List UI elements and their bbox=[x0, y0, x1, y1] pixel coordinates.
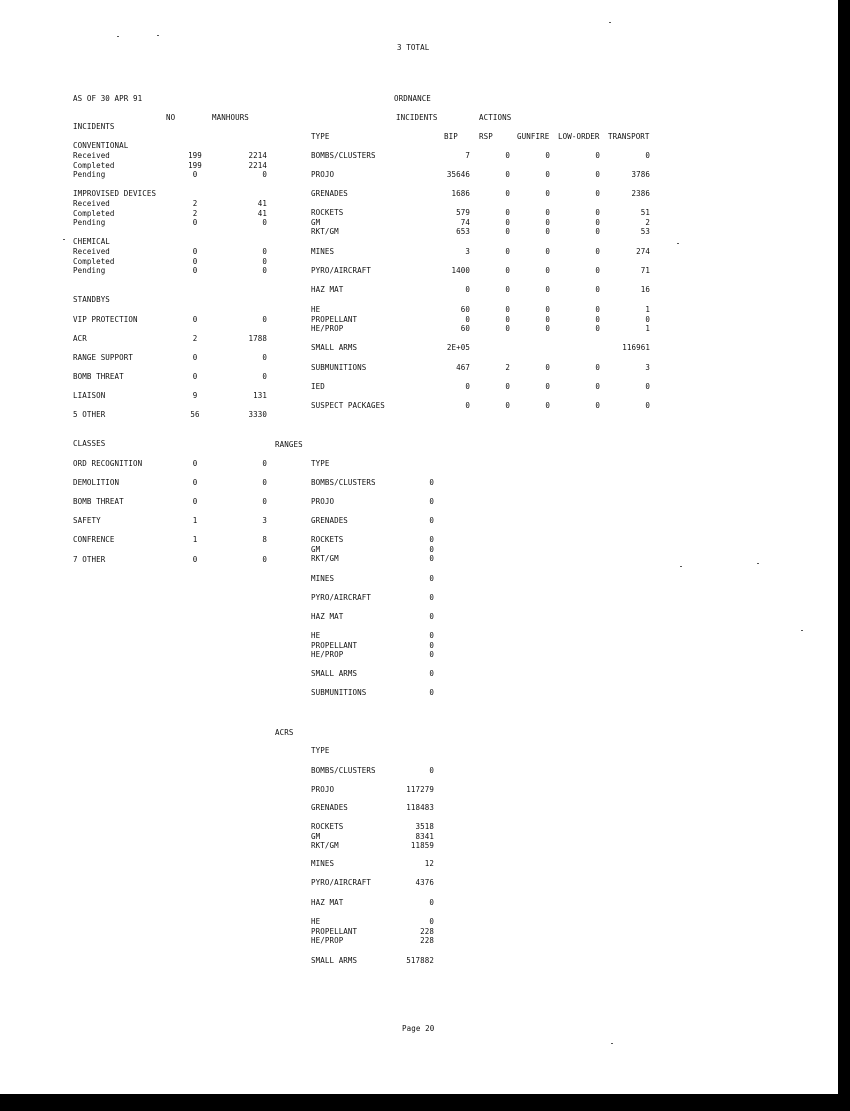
ordnance-bip-value: 60 bbox=[460, 324, 470, 333]
ordnance-bip-value: 579 bbox=[456, 208, 470, 217]
acr-type: PROJO bbox=[311, 785, 335, 794]
row-no: 1 bbox=[192, 535, 198, 544]
acr-value: 11859 bbox=[410, 841, 434, 850]
group-label: IMPROVISED DEVICES bbox=[73, 189, 157, 198]
ordnance-low-order-value: 0 bbox=[595, 247, 600, 256]
ordnance-transport-value: 0 bbox=[645, 151, 650, 160]
ordnance-type: SMALL ARMS bbox=[311, 343, 358, 352]
acr-type: ROCKETS bbox=[311, 822, 344, 831]
ordnance-type: SUBMUNITIONS bbox=[311, 363, 367, 372]
row-label: LIAISON bbox=[73, 391, 106, 400]
scan-speck bbox=[63, 239, 65, 240]
ordnance-heading: ORDNANCE bbox=[394, 94, 431, 103]
range-value: 0 bbox=[429, 497, 434, 506]
acr-type: PROPELLANT bbox=[311, 926, 358, 936]
ord-header-bip: BIP bbox=[444, 132, 458, 141]
ordnance-low-order-value: 0 bbox=[595, 266, 600, 275]
acr-value: 228 bbox=[420, 926, 434, 936]
ordnance-bip-value: 0 bbox=[465, 401, 470, 410]
row-no: 0 bbox=[192, 497, 198, 506]
ordnance-gunfire-value: 0 bbox=[545, 285, 550, 294]
acr-type: GM bbox=[311, 831, 321, 841]
row-no: 0 bbox=[192, 478, 198, 487]
ordnance-rsp-value: 0 bbox=[505, 227, 510, 236]
row-label: Completed bbox=[73, 256, 115, 266]
row-manhours: 131 bbox=[253, 391, 267, 400]
group-label: CHEMICAL bbox=[73, 237, 110, 246]
ordnance-low-order-value: 0 bbox=[595, 314, 600, 324]
ordnance-gunfire-value: 0 bbox=[545, 247, 550, 256]
ordnance-rsp-value: 0 bbox=[505, 382, 510, 391]
ordnance-gunfire-value: 0 bbox=[545, 151, 550, 160]
ordnance-low-order-value: 0 bbox=[595, 208, 600, 217]
row-manhours: 2214 bbox=[248, 151, 267, 160]
ordnance-bip-value: 0 bbox=[465, 285, 470, 294]
ordnance-rsp-value: 0 bbox=[505, 208, 510, 217]
row-label: ORD RECOGNITION bbox=[73, 459, 143, 468]
ordnance-transport-value: 1 bbox=[645, 305, 650, 314]
row-manhours: 0 bbox=[262, 372, 267, 381]
ordnance-transport-value: 274 bbox=[636, 247, 650, 256]
row-manhours: 0 bbox=[262, 247, 267, 256]
acr-value: 0 bbox=[429, 917, 434, 926]
ordnance-gunfire-value: 0 bbox=[545, 363, 550, 372]
range-type: RKT/GM bbox=[311, 554, 339, 563]
ordnance-low-order-value: 0 bbox=[595, 170, 600, 179]
ordnance-transport-value: 51 bbox=[640, 208, 650, 217]
row-no: 9 bbox=[192, 391, 198, 400]
scan-bottom-border bbox=[0, 1094, 850, 1111]
range-type: HE/PROP bbox=[311, 650, 344, 659]
ord-header-transport: TRANSPORT bbox=[608, 132, 650, 141]
ordnance-rsp-value: 0 bbox=[505, 305, 510, 314]
ordnance-rsp-value: 0 bbox=[505, 324, 510, 333]
ordnance-type: ROCKETS bbox=[311, 208, 344, 217]
acr-type: HAZ MAT bbox=[311, 898, 344, 907]
acr-type: HE bbox=[311, 917, 321, 926]
range-type: GRENADES bbox=[311, 516, 348, 525]
group-label: STANDBYS bbox=[73, 295, 110, 304]
ordnance-bip-value: 2E+05 bbox=[446, 343, 470, 352]
range-type: PYRO/AIRCRAFT bbox=[311, 593, 371, 602]
range-type: HAZ MAT bbox=[311, 612, 344, 621]
scan-speck bbox=[801, 630, 803, 631]
range-value: 0 bbox=[429, 535, 434, 544]
ordnance-actions-label: ACTIONS bbox=[479, 113, 512, 122]
acr-value: 3518 bbox=[415, 822, 434, 831]
row-no: 0 bbox=[192, 372, 198, 381]
ordnance-gunfire-value: 0 bbox=[545, 401, 550, 410]
ordnance-gunfire-value: 0 bbox=[545, 170, 550, 179]
ordnance-type: HE/PROP bbox=[311, 324, 344, 333]
range-type: SUBMUNITIONS bbox=[311, 688, 367, 697]
ordnance-bip-value: 0 bbox=[465, 314, 470, 324]
range-value: 0 bbox=[429, 650, 434, 659]
row-label: VIP PROTECTION bbox=[73, 315, 138, 324]
ordnance-gunfire-value: 0 bbox=[545, 217, 550, 227]
ordnance-transport-value: 53 bbox=[640, 227, 650, 236]
ordnance-gunfire-value: 0 bbox=[545, 305, 550, 314]
row-no: 1 bbox=[192, 516, 198, 525]
range-type: MINES bbox=[311, 574, 335, 583]
col-no-header: NO bbox=[166, 113, 176, 122]
acrs-heading: ACRS bbox=[275, 728, 294, 737]
scan-speck bbox=[117, 36, 119, 37]
row-label: ACR bbox=[73, 334, 87, 343]
range-value: 0 bbox=[429, 593, 434, 602]
range-type: PROPELLANT bbox=[311, 640, 358, 650]
range-value: 0 bbox=[429, 574, 434, 583]
row-manhours: 3 bbox=[262, 516, 267, 525]
ordnance-type: PROPELLANT bbox=[311, 314, 358, 324]
col-manhours-header: MANHOURS bbox=[212, 113, 249, 122]
row-manhours: 0 bbox=[262, 478, 267, 487]
ordnance-low-order-value: 0 bbox=[595, 305, 600, 314]
ordnance-low-order-value: 0 bbox=[595, 324, 600, 333]
scan-speck bbox=[157, 35, 159, 36]
row-manhours: 0 bbox=[262, 555, 267, 564]
row-manhours: 0 bbox=[262, 315, 267, 324]
ordnance-bip-value: 653 bbox=[456, 227, 470, 236]
ordnance-rsp-value: 0 bbox=[505, 151, 510, 160]
ord-header-type: TYPE bbox=[311, 132, 330, 141]
ordnance-bip-value: 35646 bbox=[446, 170, 470, 179]
acr-value: 228 bbox=[420, 936, 434, 945]
range-type: HE bbox=[311, 631, 321, 640]
range-value: 0 bbox=[429, 612, 434, 621]
range-value: 0 bbox=[429, 631, 434, 640]
ordnance-bip-value: 467 bbox=[456, 363, 470, 372]
ordnance-type: PYRO/AIRCRAFT bbox=[311, 266, 371, 275]
ordnance-transport-value: 0 bbox=[645, 401, 650, 410]
ordnance-transport-value: 2 bbox=[645, 217, 650, 227]
ordnance-transport-value: 3 bbox=[645, 363, 650, 372]
ranges-type-label: TYPE bbox=[311, 459, 330, 468]
acr-value: 4376 bbox=[415, 878, 434, 887]
row-label: BOMB THREAT bbox=[73, 497, 124, 506]
ordnance-rsp-value: 0 bbox=[505, 189, 510, 198]
row-manhours: 0 bbox=[262, 459, 267, 468]
row-no: 0 bbox=[192, 218, 198, 227]
acr-type: HE/PROP bbox=[311, 936, 344, 945]
range-type: ROCKETS bbox=[311, 535, 344, 544]
ordnance-transport-value: 1 bbox=[645, 324, 650, 333]
ordnance-rsp-value: 0 bbox=[505, 285, 510, 294]
ordnance-transport-value: 3786 bbox=[631, 170, 650, 179]
ordnance-transport-value: 116961 bbox=[622, 343, 650, 352]
scan-speck bbox=[680, 566, 682, 567]
row-label: Received bbox=[73, 247, 110, 256]
group-label: CLASSES bbox=[73, 439, 106, 448]
ordnance-low-order-value: 0 bbox=[595, 401, 600, 410]
row-label: CONFRENCE bbox=[73, 535, 115, 544]
ordnance-gunfire-value: 0 bbox=[545, 227, 550, 236]
row-no: 0 bbox=[192, 266, 198, 275]
row-label: 7 OTHER bbox=[73, 555, 106, 564]
row-label: Received bbox=[73, 199, 110, 208]
row-no: 2 bbox=[192, 208, 198, 218]
row-label: Pending bbox=[73, 170, 106, 179]
row-label: Pending bbox=[73, 218, 106, 227]
ordnance-type: PROJO bbox=[311, 170, 335, 179]
acr-value: 8341 bbox=[415, 831, 434, 841]
ordnance-rsp-value: 0 bbox=[505, 170, 510, 179]
ordnance-gunfire-value: 0 bbox=[545, 189, 550, 198]
ordnance-gunfire-value: 0 bbox=[545, 324, 550, 333]
ord-header-gunfire: GUNFIRE bbox=[517, 132, 550, 141]
row-manhours: 0 bbox=[262, 170, 267, 179]
row-label: RANGE SUPPORT bbox=[73, 353, 133, 362]
range-value: 0 bbox=[429, 669, 434, 678]
ordnance-low-order-value: 0 bbox=[595, 151, 600, 160]
range-type: SMALL ARMS bbox=[311, 669, 358, 678]
ordnance-rsp-value: 0 bbox=[505, 217, 510, 227]
row-manhours: 1788 bbox=[248, 334, 267, 343]
range-type: BOMBS/CLUSTERS bbox=[311, 478, 376, 487]
row-no: 0 bbox=[192, 459, 198, 468]
row-manhours: 2214 bbox=[248, 160, 267, 170]
acr-value: 12 bbox=[424, 859, 434, 868]
ordnance-transport-value: 0 bbox=[645, 314, 650, 324]
range-type: GM bbox=[311, 544, 321, 554]
range-value: 0 bbox=[429, 516, 434, 525]
as-of-date: AS OF 30 APR 91 bbox=[73, 94, 143, 103]
row-label: Pending bbox=[73, 266, 106, 275]
row-label: Completed bbox=[73, 208, 115, 218]
document-title: 3 TOTAL bbox=[397, 43, 430, 52]
row-manhours: 3330 bbox=[248, 410, 267, 419]
scan-right-border bbox=[838, 0, 850, 1111]
ordnance-low-order-value: 0 bbox=[595, 189, 600, 198]
ordnance-low-order-value: 0 bbox=[595, 217, 600, 227]
range-value: 0 bbox=[429, 544, 434, 554]
row-label: BOMB THREAT bbox=[73, 372, 124, 381]
ordnance-type: GRENADES bbox=[311, 189, 348, 198]
ordnance-rsp-value: 0 bbox=[505, 266, 510, 275]
ordnance-transport-value: 16 bbox=[640, 285, 650, 294]
ordnance-low-order-value: 0 bbox=[595, 382, 600, 391]
scan-speck bbox=[677, 243, 679, 244]
row-no: 199 bbox=[188, 151, 202, 160]
ordnance-low-order-value: 0 bbox=[595, 363, 600, 372]
ordnance-bip-value: 1686 bbox=[451, 189, 470, 198]
ordnance-incidents-label: INCIDENTS bbox=[396, 113, 438, 122]
range-value: 0 bbox=[429, 688, 434, 697]
row-no: 0 bbox=[192, 353, 198, 362]
row-no: 199 bbox=[188, 160, 202, 170]
ordnance-transport-value: 0 bbox=[645, 382, 650, 391]
ordnance-type: RKT/GM bbox=[311, 227, 339, 236]
acrs-type-label: TYPE bbox=[311, 746, 330, 755]
row-no: 0 bbox=[192, 256, 198, 266]
row-label: SAFETY bbox=[73, 516, 101, 525]
range-value: 0 bbox=[429, 640, 434, 650]
range-type: PROJO bbox=[311, 497, 335, 506]
ordnance-type: BOMBS/CLUSTERS bbox=[311, 151, 376, 160]
ordnance-gunfire-value: 0 bbox=[545, 382, 550, 391]
row-manhours: 0 bbox=[262, 266, 267, 275]
scan-speck bbox=[611, 1043, 613, 1044]
ordnance-type: MINES bbox=[311, 247, 335, 256]
row-manhours: 0 bbox=[262, 353, 267, 362]
incidents-heading: INCIDENTS bbox=[73, 122, 115, 131]
ord-header-rsp: RSP bbox=[479, 132, 493, 141]
row-no: 0 bbox=[192, 315, 198, 324]
acr-type: PYRO/AIRCRAFT bbox=[311, 878, 371, 887]
ordnance-rsp-value: 0 bbox=[505, 314, 510, 324]
ordnance-bip-value: 7 bbox=[465, 151, 470, 160]
ordnance-rsp-value: 0 bbox=[505, 401, 510, 410]
ordnance-type: GM bbox=[311, 217, 321, 227]
row-no: 0 bbox=[192, 247, 198, 256]
group-label: CONVENTIONAL bbox=[73, 141, 129, 150]
row-label: Received bbox=[73, 151, 110, 160]
row-manhours: 0 bbox=[262, 218, 267, 227]
range-value: 0 bbox=[429, 478, 434, 487]
ord-header-low-order: LOW-ORDER bbox=[558, 132, 600, 141]
ordnance-gunfire-value: 0 bbox=[545, 266, 550, 275]
acr-type: GRENADES bbox=[311, 803, 348, 812]
row-manhours: 41 bbox=[257, 208, 267, 218]
row-label: 5 OTHER bbox=[73, 410, 106, 419]
ordnance-bip-value: 3 bbox=[465, 247, 470, 256]
ordnance-type: HE bbox=[311, 305, 321, 314]
row-no: 0 bbox=[192, 170, 198, 179]
acr-type: MINES bbox=[311, 859, 335, 868]
row-manhours: 8 bbox=[262, 535, 267, 544]
range-value: 0 bbox=[429, 554, 434, 563]
row-no: 0 bbox=[192, 555, 198, 564]
scan-speck bbox=[757, 563, 759, 564]
acr-value: 0 bbox=[429, 898, 434, 907]
row-no: 56 bbox=[190, 410, 200, 419]
ordnance-type: SUSPECT PACKAGES bbox=[311, 401, 385, 410]
ordnance-gunfire-value: 0 bbox=[545, 314, 550, 324]
ordnance-rsp-value: 2 bbox=[505, 363, 510, 372]
row-manhours: 0 bbox=[262, 256, 267, 266]
acr-value: 0 bbox=[429, 766, 434, 775]
ordnance-low-order-value: 0 bbox=[595, 227, 600, 236]
ordnance-bip-value: 1400 bbox=[451, 266, 470, 275]
ordnance-type: HAZ MAT bbox=[311, 285, 344, 294]
acr-value: 118483 bbox=[406, 803, 434, 812]
scan-speck bbox=[609, 22, 611, 23]
ordnance-bip-value: 0 bbox=[465, 382, 470, 391]
ordnance-gunfire-value: 0 bbox=[545, 208, 550, 217]
row-manhours: 41 bbox=[257, 199, 267, 208]
acr-value: 517882 bbox=[406, 956, 434, 965]
acr-type: SMALL ARMS bbox=[311, 956, 358, 965]
ordnance-bip-value: 74 bbox=[460, 217, 470, 227]
ordnance-transport-value: 2386 bbox=[631, 189, 650, 198]
ordnance-transport-value: 71 bbox=[640, 266, 650, 275]
row-no: 2 bbox=[192, 199, 198, 208]
acr-type: BOMBS/CLUSTERS bbox=[311, 766, 376, 775]
ordnance-bip-value: 60 bbox=[460, 305, 470, 314]
acr-value: 117279 bbox=[406, 785, 434, 794]
row-manhours: 0 bbox=[262, 497, 267, 506]
row-label: DEMOLITION bbox=[73, 478, 120, 487]
row-no: 2 bbox=[192, 334, 198, 343]
ranges-heading: RANGES bbox=[275, 440, 303, 449]
ordnance-low-order-value: 0 bbox=[595, 285, 600, 294]
page-number: Page 20 bbox=[402, 1024, 435, 1033]
acr-type: RKT/GM bbox=[311, 841, 339, 850]
ordnance-rsp-value: 0 bbox=[505, 247, 510, 256]
ordnance-type: IED bbox=[311, 382, 325, 391]
row-label: Completed bbox=[73, 160, 115, 170]
